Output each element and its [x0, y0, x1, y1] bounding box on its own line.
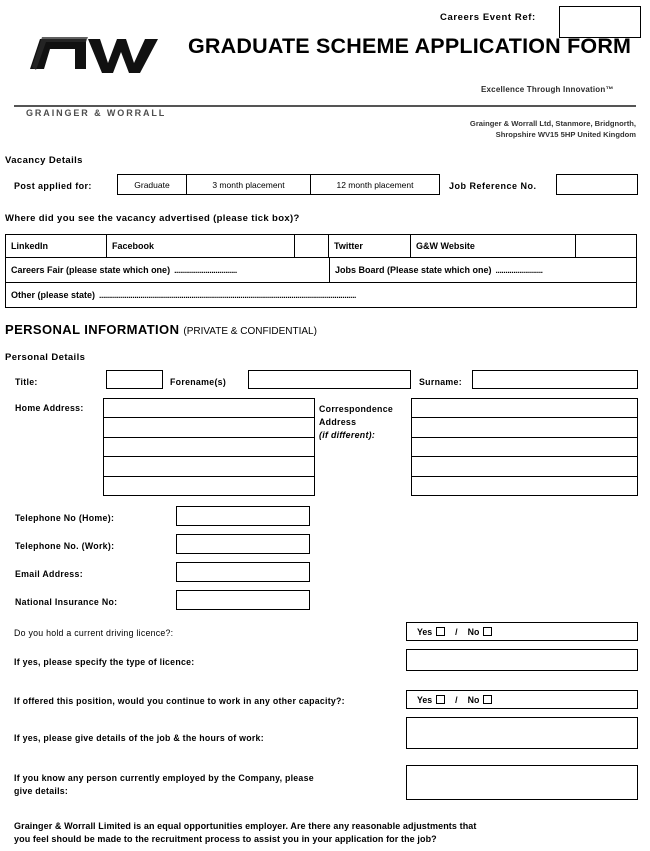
advert-option-other[interactable] [6, 283, 635, 307]
home-address-label: Home Address: [15, 403, 84, 413]
home-address-input[interactable] [103, 398, 315, 496]
vacancy-details-heading: Vacancy Details [5, 155, 83, 166]
table-row [6, 283, 636, 307]
correspondence-address-line-2[interactable] [412, 418, 637, 437]
driving-licence-question: Do you hold a current driving licence?: [14, 628, 174, 638]
job-hours-input[interactable] [406, 717, 638, 749]
other-capacity-yes-checkbox[interactable] [436, 695, 445, 704]
driving-licence-no-checkbox[interactable] [483, 627, 492, 636]
other-capacity-separator: / [455, 694, 458, 705]
correspondence-address-line-4[interactable] [412, 457, 637, 476]
driving-licence-yes-label: Yes [417, 626, 433, 637]
home-address-line-5[interactable] [104, 477, 314, 495]
advert-option-twitter[interactable]: Twitter [329, 235, 411, 257]
correspondence-address-label [319, 403, 409, 442]
other-capacity-question: If offered this position, would you continue to work in any other capacity?: [14, 696, 345, 706]
telephone-work-label: Telephone No. (Work): [15, 541, 115, 551]
table-row [6, 235, 636, 258]
jobs-board-label: Jobs Board (Please state which one) [335, 265, 492, 275]
other-capacity-no-label: No [467, 694, 480, 705]
known-employee-question-line-2: give details: [14, 786, 69, 796]
driving-licence-yesno-group [407, 623, 637, 640]
home-address-line-1[interactable] [104, 399, 314, 418]
company-tagline: Excellence Through Innovation™ [481, 85, 614, 94]
advert-tick-cell-2[interactable] [576, 235, 635, 257]
telephone-home-input[interactable] [176, 506, 310, 526]
advert-option-facebook[interactable]: Facebook [107, 235, 295, 257]
personal-information-title: PERSONAL INFORMATION [5, 322, 180, 337]
known-employee-question [14, 772, 394, 798]
advert-option-careers-fair[interactable] [6, 258, 330, 282]
home-address-lines [104, 399, 314, 495]
header-divider [14, 105, 636, 107]
advert-option-jobs-board[interactable] [330, 258, 635, 282]
post-applied-for-options [117, 174, 440, 195]
page-title: GRADUATE SCHEME APPLICATION FORM [188, 34, 632, 58]
other-capacity-yes-label: Yes [417, 694, 433, 705]
advertised-where-question: Where did you see the vacancy advertised (please tick box)? [5, 213, 300, 224]
advert-option-linkedin[interactable]: LinkedIn [6, 235, 107, 257]
personal-information-subtitle: (PRIVATE & CONFIDENTIAL) [183, 326, 317, 337]
equal-opportunities-line-1: Grainger & Worrall Limited is an equal opportunities employer. Are there any reasonable adjustments that [14, 821, 477, 831]
company-logo [14, 25, 174, 118]
table-row [6, 258, 636, 283]
driving-licence-separator: / [455, 626, 458, 637]
job-reference-input[interactable] [556, 174, 638, 195]
correspondence-address-label-line-2: Address [319, 417, 357, 427]
other-capacity-answer [406, 690, 638, 709]
correspondence-address-line-5[interactable] [412, 477, 637, 495]
post-applied-for-label: Post applied for: [14, 181, 92, 191]
advertising-source-table [5, 234, 637, 308]
email-address-label: Email Address: [15, 569, 83, 579]
correspondence-address-label-line-3: (if different): [319, 430, 376, 440]
home-address-line-3[interactable] [104, 438, 314, 457]
careers-fair-label: Careers Fair (please state which one) [11, 265, 171, 275]
correspondence-address-line-3[interactable] [412, 438, 637, 457]
equal-opportunities-line-2: you feel should be made to the recruitment process to assist you in your application for the job? [14, 834, 437, 844]
correspondence-address-label-line-1: Correspondence [319, 404, 394, 414]
driving-licence-no-label: No [467, 626, 480, 637]
personal-details-heading: Personal Details [5, 352, 86, 363]
careers-event-ref-label: Careers Event Ref: [440, 12, 536, 23]
other-capacity-yesno-group [407, 691, 637, 708]
known-employee-question-line-1: If you know any person currently employed by the Company, please [14, 773, 314, 783]
job-hours-question: If yes, please give details of the job & the hours of work: [14, 733, 264, 743]
licence-type-question: If yes, please specify the type of licence: [14, 657, 195, 667]
surname-label: Surname: [419, 377, 462, 387]
personal-information-heading [5, 322, 317, 337]
advert-tick-cell-1[interactable] [295, 235, 329, 257]
forename-label: Forename(s) [170, 377, 227, 387]
company-address [330, 118, 636, 140]
gw-monogram-icon [22, 25, 172, 77]
equal-opportunities-statement [14, 820, 624, 846]
driving-licence-answer [406, 622, 638, 641]
logo-wordmark: GRAINGER & WORRALL [26, 108, 167, 118]
other-dotted-line: ................................................................................................................................... [99, 290, 356, 300]
advert-option-gw-website[interactable]: G&W Website [411, 235, 576, 257]
title-label: Title: [15, 377, 38, 387]
post-option-graduate[interactable]: Graduate [118, 175, 187, 194]
telephone-work-input[interactable] [176, 534, 310, 554]
correspondence-address-lines [412, 399, 637, 495]
title-input[interactable] [106, 370, 163, 389]
licence-type-input[interactable] [406, 649, 638, 671]
correspondence-address-input[interactable] [411, 398, 638, 496]
other-label: Other (please state) [11, 290, 96, 300]
jobs-board-dotted-line: ........................ [495, 265, 543, 275]
national-insurance-input[interactable] [176, 590, 310, 610]
post-option-3-month-placement[interactable]: 3 month placement [187, 175, 311, 194]
telephone-home-label: Telephone No (Home): [15, 513, 115, 523]
forename-input[interactable] [248, 370, 411, 389]
email-address-input[interactable] [176, 562, 310, 582]
post-option-12-month-placement[interactable]: 12 month placement [336, 179, 414, 190]
careers-fair-dotted-line: ................................ [174, 265, 237, 275]
company-address-line-2: Shropshire WV15 5HP United Kingdom [495, 130, 636, 139]
correspondence-address-line-1[interactable] [412, 399, 637, 418]
driving-licence-yes-checkbox[interactable] [436, 627, 445, 636]
job-reference-label: Job Reference No. [449, 181, 537, 191]
other-capacity-no-checkbox[interactable] [483, 695, 492, 704]
surname-input[interactable] [472, 370, 638, 389]
national-insurance-label: National Insurance No: [15, 597, 118, 607]
known-employee-input[interactable] [406, 765, 638, 800]
home-address-line-4[interactable] [104, 457, 314, 476]
company-address-line-1: Grainger & Worrall Ltd, Stanmore, Bridgnorth, [469, 119, 636, 128]
home-address-line-2[interactable] [104, 418, 314, 437]
